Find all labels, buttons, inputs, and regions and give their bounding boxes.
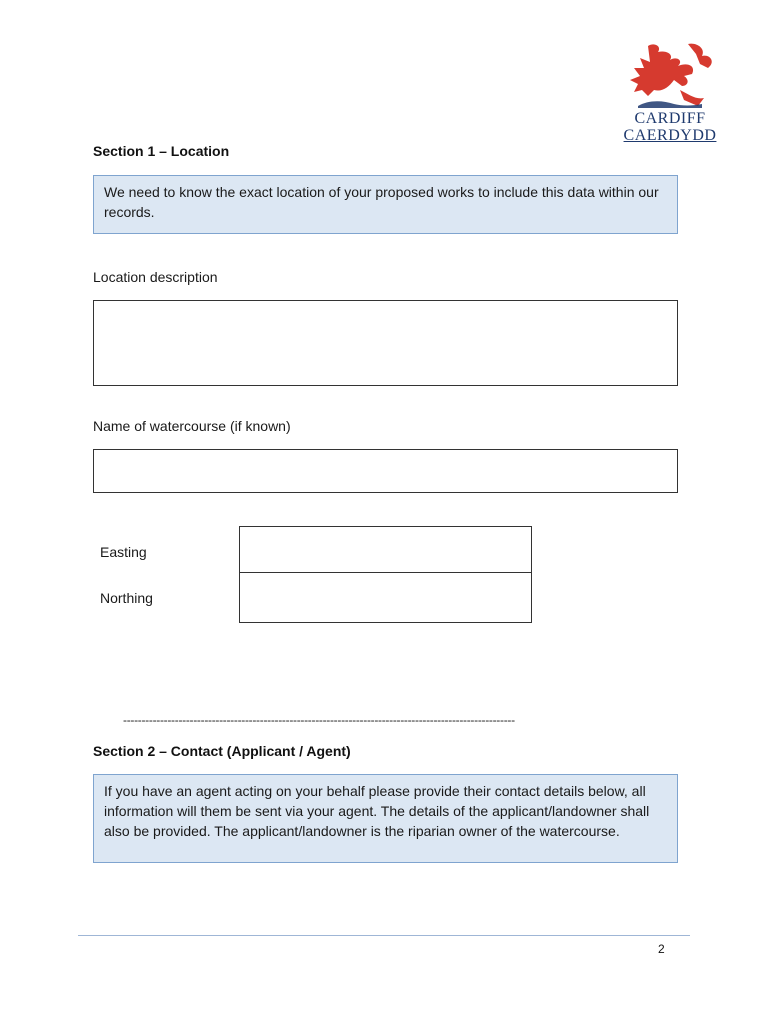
section-2-info-text: If you have an agent acting on your behalf please provide their contact details below, all information will them be sent via your agent. The details of the applicant/landowner shall also be provided. The applicant/landowner is the riparian owner of the watercourse.: [104, 783, 650, 839]
council-logo: [618, 40, 722, 146]
section-separator: ----------------------------------------------------------------------------------------------------------: [123, 713, 515, 727]
page-number: 2: [658, 942, 665, 956]
section-2-title: Section 2 – Contact (Applicant / Agent): [93, 743, 351, 759]
section-1-info-box: [93, 175, 678, 234]
logo-line-2: CAERDYDD: [623, 127, 717, 144]
welsh-dragon-icon: [618, 40, 722, 110]
northing-label: Northing: [100, 590, 153, 606]
section-1-info-text: We need to know the exact location of your proposed works to include this data within our records.: [104, 184, 659, 220]
location-description-field[interactable]: [93, 300, 678, 386]
northing-field[interactable]: [239, 572, 532, 623]
watercourse-name-field[interactable]: [93, 449, 678, 493]
watercourse-name-label: Name of watercourse (if known): [93, 418, 291, 434]
easting-label: Easting: [100, 544, 147, 560]
location-description-label: Location description: [93, 269, 218, 285]
section-1-title: Section 1 – Location: [93, 143, 230, 159]
footer-rule: [78, 935, 690, 936]
section-2-info-box: [93, 774, 678, 863]
easting-field[interactable]: [239, 526, 532, 573]
logo-line-1: CARDIFF: [634, 110, 706, 127]
